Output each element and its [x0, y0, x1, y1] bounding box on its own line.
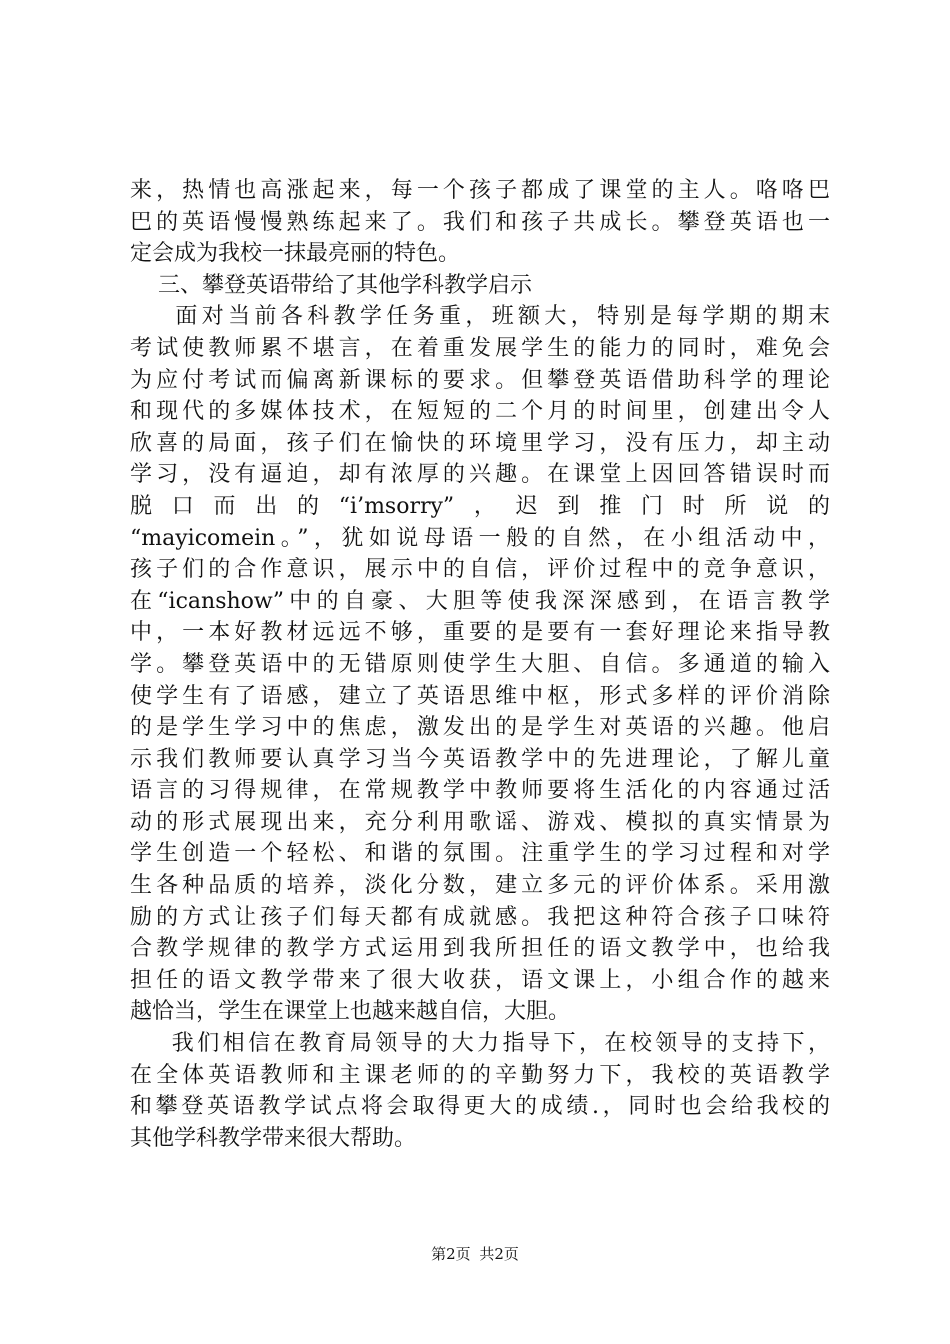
page-number-current: 第2页 [431, 1245, 471, 1263]
section-heading: 三、攀登英语带给了其他学科教学启示 [130, 272, 532, 298]
text-line: 在全体英语教师和主课老师的的辛勤努力下，我校的英语教学 [130, 1062, 830, 1088]
text-line: 为应付考试而偏离新课标的要求。但攀登英语借助科学的理论 [130, 367, 830, 393]
text-line: 学。攀登英语中的无错原则使学生大胆、自信。多通道的输入 [130, 651, 830, 677]
text-line: 语言的习得规律，在常规教学中教师要将生活化的内容通过活 [130, 778, 830, 804]
text-line: 学生创造一个轻松、和谐的氛围。注重学生的学习过程和对学 [130, 841, 830, 867]
text-line: 合教学规律的教学方式运用到我所担任的语文教学中，也给我 [130, 936, 830, 962]
text-line: 在“icanshow”中的自豪、大胆等使我深深感到，在语言教学 [130, 588, 830, 614]
text-line: 欣喜的局面，孩子们在愉快的环境里学习，没有压力，却主动 [130, 430, 830, 456]
text-line: 中，一本好教材远远不够，重要的是要有一套好理论来指导教 [130, 620, 830, 646]
text-line: 越恰当，学生在课堂上也越来越自信，大胆。 [130, 999, 571, 1025]
text-line: 担任的语文教学带来了很大收获，语文课上，小组合作的越来 [130, 967, 830, 993]
text-line: 示我们教师要认真学习当今英语教学中的先进理论，了解儿童 [130, 746, 830, 772]
document-body [130, 175, 830, 1154]
text-line: 来，热情也高涨起来，每一个孩子都成了课堂的主人。咯咯巴 [130, 178, 830, 203]
text-line: 孩子们的合作意识，展示中的自信，评价过程中的竞争意识， [130, 557, 830, 583]
text-line: 脱口而出的“i’msorry”，迟到推门时所说的 [130, 493, 830, 519]
page-footer [0, 1244, 950, 1264]
text-line: 定会成为我校一抹最亮丽的特色。 [130, 241, 461, 267]
text-line: 励的方式让孩子们每天都有成就感。我把这种符合孩子口味符 [130, 904, 830, 930]
text-line: 面对当前各科教学任务重，班额大，特别是每学期的期末 [130, 304, 830, 330]
text-line: 使学生有了语感，建立了英语思维中枢，形式多样的评价消除 [130, 683, 830, 709]
page-number-total: 共2页 [479, 1245, 519, 1263]
text-line: 其他学科教学带来很大帮助。 [130, 1125, 417, 1151]
text-line: “mayicomein。”，犹如说母语一般的自然，在小组活动中， [130, 525, 830, 551]
text-line: 生各种品质的培养，淡化分数，建立多元的评价体系。采用激 [130, 873, 830, 899]
text-line: 学习，没有逼迫，却有浓厚的兴趣。在课堂上因回答错误时而 [130, 462, 830, 488]
text-line: 考试使教师累不堪言，在着重发展学生的能力的同时，难免会 [130, 335, 830, 361]
text-line: 动的形式展现出来，充分利用歌谣、游戏、模拟的真实情景为 [130, 809, 830, 835]
text-line: 巴的英语慢慢熟练起来了。我们和孩子共成长。攀登英语也一 [130, 209, 830, 235]
text-line: 和攀登英语教学试点将会取得更大的成绩.，同时也会给我校的 [130, 1094, 830, 1120]
text-line: 和现代的多媒体技术，在短短的二个月的时间里，创建出令人 [130, 399, 830, 425]
text-line: 我们相信在教育局领导的大力指导下，在校领导的支持下， [130, 1031, 830, 1057]
text-line: 的是学生学习中的焦虑，激发出的是学生对英语的兴趣。他启 [130, 715, 830, 741]
